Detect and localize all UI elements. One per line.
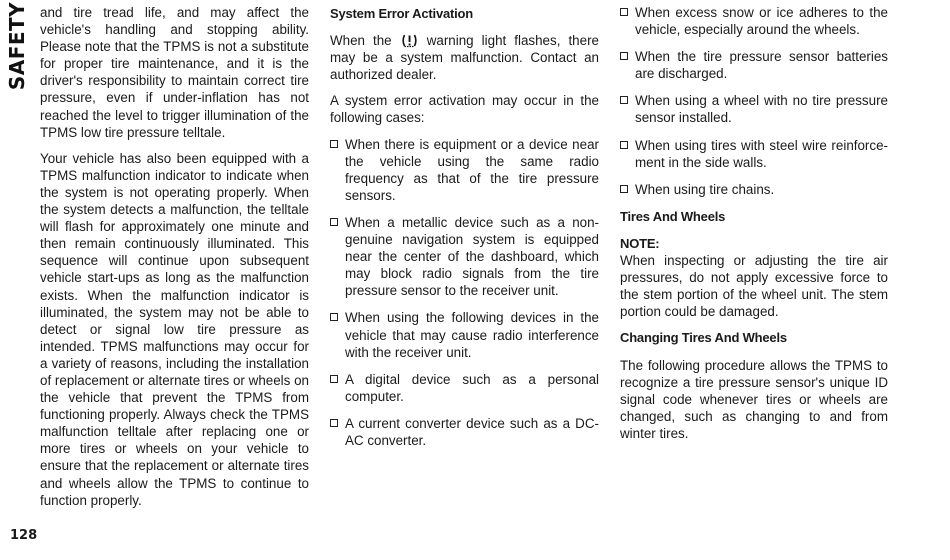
list-item xyxy=(330,309,599,360)
section-heading: System Error Activation xyxy=(330,6,474,21)
list-item-text: When excess snow or ice adheres to the vehicle, especially around the wheels. xyxy=(635,5,888,38)
intro-text-start: When the xyxy=(330,33,392,49)
checkbox-bullet-icon xyxy=(620,141,628,149)
note-label: NOTE: xyxy=(620,235,660,251)
bullet-list xyxy=(330,136,599,450)
section-heading: Tires And Wheels xyxy=(620,208,726,224)
column-right xyxy=(620,4,888,451)
list-item xyxy=(330,136,599,204)
list-item xyxy=(620,92,888,126)
checkbox-bullet-icon xyxy=(620,96,628,104)
list-item xyxy=(330,371,599,405)
list-item-text: When a metallic device such as a non-genuine navigation system is equipped near the center of the dashboard, which may block radio signals from the tire pressure sensor to the receiver unit. xyxy=(345,214,599,299)
list-item-text: When using tire chains. xyxy=(635,181,775,197)
tire-pressure-warning-icon xyxy=(401,33,418,48)
paragraph xyxy=(330,32,599,83)
checkbox-bullet-icon xyxy=(620,185,628,193)
intro-text-end: warning light flashes, there may be a system malfunction. Contact an authorized dealer. xyxy=(330,33,599,83)
paragraph: The following procedure allows the TPMS to recognize a tire pressure sensor's unique ID signal code whenever tires or wheels are changed, such as changing to and from winter tires. xyxy=(620,357,888,441)
paragraph: A system error activation may occur in the following cases: xyxy=(330,93,599,126)
list-item xyxy=(330,415,599,449)
list-item-text: When using tires with steel wire reinforcement in the side walls. xyxy=(635,137,888,170)
checkbox-bullet-icon xyxy=(330,313,338,321)
list-item xyxy=(620,181,888,198)
list-item-text: A digital device such as a personal computer. xyxy=(345,371,599,404)
checkbox-bullet-icon xyxy=(620,8,628,16)
list-item xyxy=(620,4,888,38)
section-label: SAFETY xyxy=(5,1,29,91)
list-item-text: A current converter device such as a DC-AC converter. xyxy=(345,415,599,448)
page-number: 128 xyxy=(10,528,38,543)
list-item-text: When there is equipment or a device near the vehicle using the same radio frequency as that of the tire pressure sensors. xyxy=(345,136,599,203)
column-middle xyxy=(330,4,599,459)
checkbox-bullet-icon xyxy=(330,140,338,148)
paragraph: and tire tread life, and may affect the vehicle's handling and stopping ability. Please note that the TPMS is not a substitute for proper tire maintenance, and it is the driver's responsibility to maintain correct tire pressure, even if under-inflation has not reached the level to trigger illumination of the TPMS low tire pressure telltale. xyxy=(40,5,309,140)
checkbox-bullet-icon xyxy=(330,218,338,226)
checkbox-bullet-icon xyxy=(330,375,338,383)
list-item xyxy=(620,137,888,171)
list-item xyxy=(620,48,888,82)
section-tab xyxy=(0,1,34,91)
paragraph: Your vehicle has also been equipped with a TPMS malfunction indicator to indicate when the system is not operating properly. When the system detects a malfunction, the telltale will flash for approximately one minute and then remain continuously illuminated. This sequence will continue upon subsequent vehicle start-ups as long as the malfunction exists. When the malfunction indicator is illuminated, the system may not be able to detect or signal low tire pressure as intended. TPMS malfunctions may occur for a variety of reasons, including the installation of replacement or alternate tires or wheels on the vehicle that prevent the TPMS from functioning properly. Always check the TPMS malfunction telltale after replacing one or more tires or wheels on your vehicle to ensure that the replacement or alternate tires and wheels allow the TPMS to continue to function properly. xyxy=(40,150,309,508)
section-heading: Changing Tires And Wheels xyxy=(620,330,787,346)
column-left xyxy=(40,4,309,518)
list-item-text: When using the following devices in the vehicle that may cause radio interference with the receiver unit. xyxy=(345,310,599,360)
list-item-text: When the tire pressure sensor batteries are discharged. xyxy=(635,49,888,82)
checkbox-bullet-icon xyxy=(620,52,628,60)
bullet-list xyxy=(620,4,888,198)
list-item xyxy=(330,214,599,299)
note-text: When inspecting or adjusting the tire air pressures, do not apply excessive force to the stem portion of the wheel unit. The stem portion could be damaged. xyxy=(620,253,888,320)
list-item-text: When using a wheel with no tire pressure sensor installed. xyxy=(635,93,888,126)
checkbox-bullet-icon xyxy=(330,419,338,427)
